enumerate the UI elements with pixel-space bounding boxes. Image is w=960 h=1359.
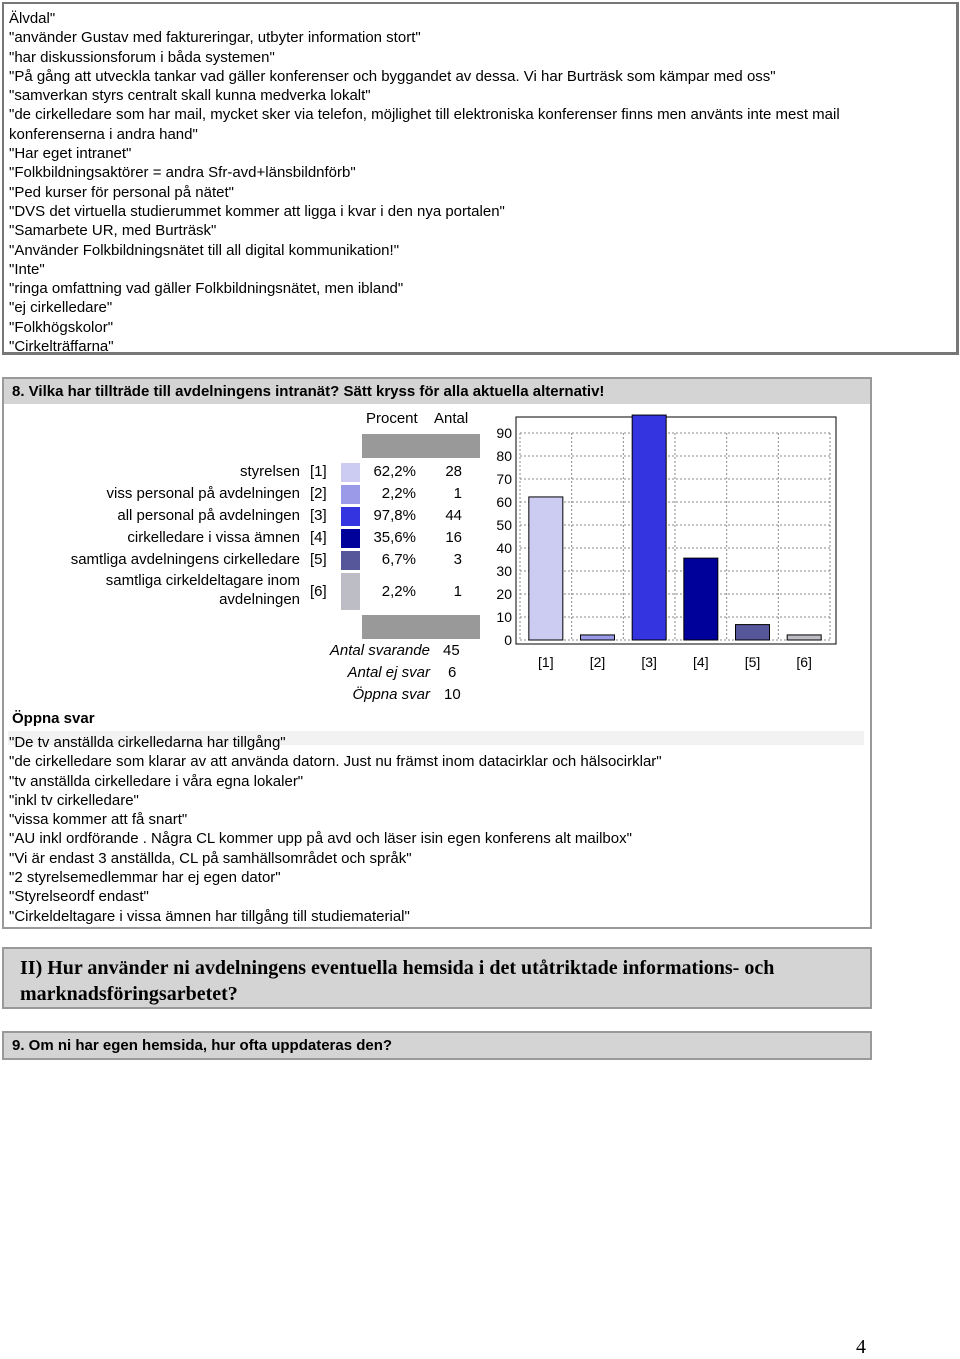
text-line: "Vi är endast 3 anställda, CL på samhällsområdet och språk" [9,849,412,867]
table-row [4,463,484,485]
row-label: viss personal på avdelningen [106,485,300,502]
text-line: "de cirkelledare som klarar av att använda datorn. Just nu främst inom datacirklar och hälsocirklar" [9,753,662,771]
y-tick-label: 50 [496,517,512,533]
plot-frame [516,417,836,644]
text-line: "På gång att utveckla tankar vad gäller konferenser och byggandet av dessa. Vi har Burträsk som kämpar med oss" [9,67,776,85]
text-line: "de cirkelledare som har mail, mycket sker via telefon, möjlighet till elektroniska konferenser finns men använts inte mest mail [9,106,840,124]
y-tick-label: 80 [496,448,512,464]
text-line: konferenserna i andra hand" [9,125,198,143]
row-label: cirkelledare i vissa ämnen [127,529,300,546]
color-swatch [341,573,360,610]
row-code: [4] [310,529,327,546]
text-line: "Styrelseordf endast" [9,888,149,906]
bar [529,497,563,640]
bar [581,635,615,640]
text-line: "Cirkeldeltagare i vissa ämnen har tillgång till studiematerial" [9,907,410,925]
text-line: "samverkan styrs centralt skall kunna medverka lokalt" [9,87,371,105]
y-tick-label: 10 [496,609,512,625]
x-tick-label: [1] [538,654,554,670]
text-line: "har diskussionsforum i båda systemen" [9,48,275,66]
text-line: "2 styrelsemedlemmar har ej egen dator" [9,869,281,887]
antal-svarande-label: Antal svarande [329,642,430,659]
text-line: "Ped kurser för personal på nätet" [9,183,234,201]
row-procent: 62,2% [373,463,416,480]
text-line: "ringa omfattning vad gäller Folkbildningsnätet, men ibland" [9,280,404,298]
color-swatch [341,529,360,548]
header-bar [362,434,480,458]
page-number: 4 [856,1336,866,1358]
row-label [106,571,300,609]
row-procent: 2,2% [381,583,416,600]
table-row [4,507,484,529]
row-label-line: samtliga cirkeldeltagare inom [105,572,300,589]
x-tick-label: [6] [796,654,812,670]
text-line: "Samarbete UR, med Burträsk" [9,222,217,240]
text-line: "AU inkl ordförande . Några CL kommer upp på avd och läser isin egen konferens alt mailbox" [9,830,632,848]
color-swatch [341,485,360,504]
row-procent: 6,7% [381,551,416,568]
x-tick-label: [4] [693,654,709,670]
text-line: "tv anställda cirkelledare i våra egna lokaler" [9,772,304,790]
color-swatch [341,551,360,570]
antal-svarande-value: 45 [443,642,460,659]
row-label: samtliga avdelningens cirkelledare [70,551,300,568]
previous-answers-box [2,2,959,355]
antal-ej-svar-label: Antal ej svar [347,664,430,681]
section-2-heading [2,947,872,1009]
open-answers-list [9,733,662,926]
row-code: [2] [310,485,327,502]
text-line: "Folkbildningsaktörer = andra Sfr-avd+länsbildnförb" [9,164,356,182]
row-procent: 97,8% [373,507,416,524]
section-2-line1: II) Hur använder ni avdelningens eventuella hemsida i det utåtriktade informations- och [20,957,775,979]
text-line: "använder Gustav med faktureringar, utbyter information stort" [9,29,421,47]
question-8-title: 8. Vilka har tillträde till avdelningens intranät? Sätt kryss för alla aktuella alternativ! [4,379,870,404]
text-line: "Har eget intranet" [9,145,132,163]
oppna-svar-value: 10 [444,686,461,703]
row-code: [3] [310,507,327,524]
section-2-line2: marknadsföringsarbetet? [20,983,238,1005]
table-row [4,485,484,507]
row-antal: 28 [445,463,462,480]
text-line: "vissa kommer att få snart" [9,811,188,829]
table-row [4,573,484,613]
row-code: [1] [310,463,327,480]
text-line: "DVS det virtuella studierummet kommer att ligga i kvar i den nya portalen" [9,202,505,220]
x-tick-label: [2] [589,654,606,670]
previous-answers-list [9,9,840,356]
bar-chart [486,409,868,679]
row-code: [6] [310,583,327,600]
open-answers-heading: Öppna svar [12,710,95,727]
y-tick-label: 40 [496,540,512,556]
row-procent: 35,6% [373,529,416,546]
color-swatch [341,507,360,526]
row-antal: 1 [453,583,462,600]
color-swatch [341,463,360,482]
row-label: styrelsen [239,463,300,480]
bar [632,415,666,640]
y-tick-label: 0 [504,632,512,648]
row-code: [5] [310,551,327,568]
y-tick-label: 30 [496,563,512,579]
text-line: "inkl tv cirkelledare" [9,791,139,809]
antal-ej-svar-value: 6 [448,664,457,681]
row-antal: 1 [453,485,462,502]
bar [736,625,770,640]
question-8-box [2,377,872,929]
bar [684,558,718,640]
table-row [4,529,484,551]
row-procent: 2,2% [381,485,416,502]
text-line: "Cirkelträffarna" [9,338,114,356]
oppna-svar-label: Öppna svar [352,686,430,703]
y-tick-label: 20 [496,586,512,602]
y-tick-label: 90 [496,425,512,441]
row-antal: 44 [445,507,462,524]
row-label-line: avdelningen [219,591,300,608]
question-9-title: 9. Om ni har egen hemsida, hur ofta uppdateras den? [4,1033,870,1058]
question-9-box [2,1031,872,1060]
table-row [4,551,484,573]
footer-bar [362,615,480,639]
y-tick-label: 60 [496,494,512,510]
text-line: "Använder Folkbildningsnätet till all digital kommunikation!" [9,241,400,259]
text-line: Älvdal" [9,10,56,27]
col-antal-header: Antal [434,410,469,427]
text-line: "ej cirkelledare" [9,299,113,317]
bar [787,635,821,640]
row-antal: 3 [453,551,462,568]
text-line: "De tv anställda cirkelledarna har tillgång" [9,734,286,751]
text-line: "Folkhögskolor" [9,318,114,336]
row-label: all personal på avdelningen [117,507,300,524]
text-line: "Inte" [9,260,45,278]
row-antal: 16 [445,529,462,546]
col-procent-header: Procent [366,410,418,427]
y-tick-label: 70 [496,471,512,487]
x-tick-label: [5] [744,654,761,670]
x-tick-label: [3] [641,654,657,670]
